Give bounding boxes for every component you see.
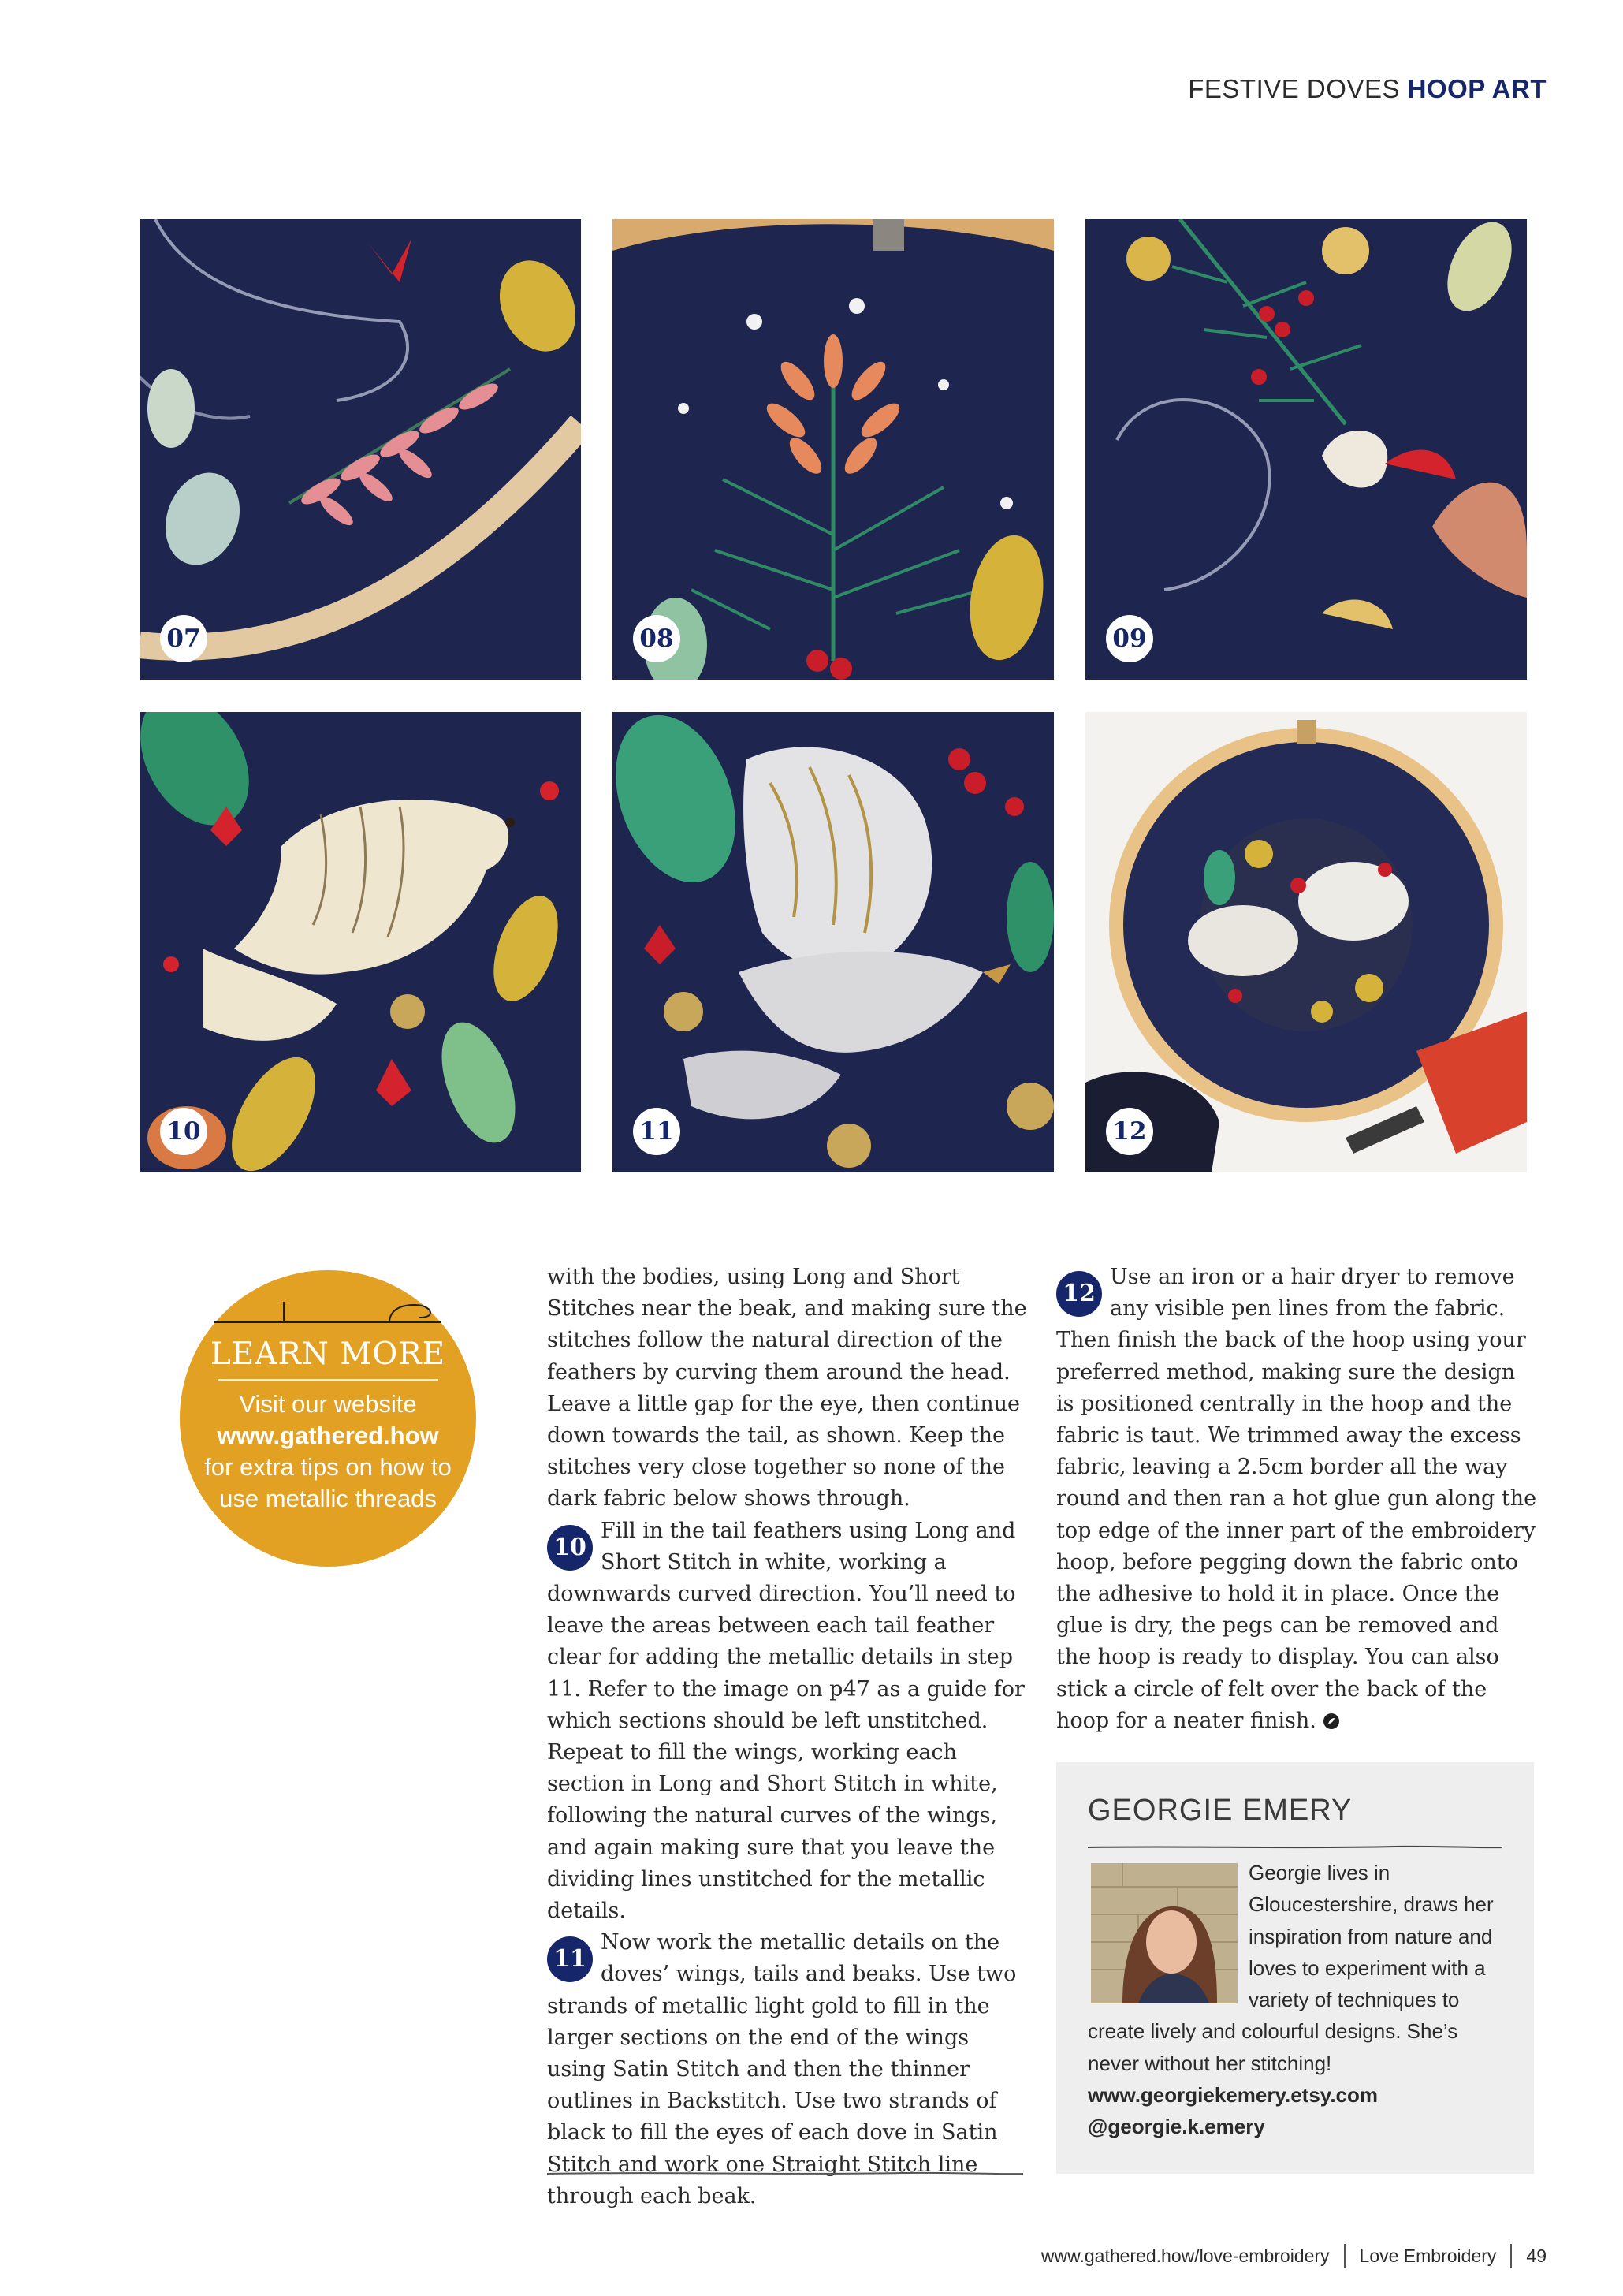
end-mark-icon — [1323, 1713, 1340, 1730]
author-bio: Georgie lives in Gloucestershire, draws her inspiration from nature and loves to experiment with a variety of techniques to create lively and colourful designs. She’s never without her stitching! — [1088, 1861, 1494, 2075]
author-bio-text — [1088, 1857, 1513, 2143]
column-end-rule — [547, 2170, 1023, 2178]
learn-more-divider — [218, 1379, 438, 1381]
photo-number: 11 — [633, 1108, 680, 1155]
article-column-1 — [547, 1262, 1028, 2212]
photo-number: 09 — [1106, 615, 1153, 662]
author-bio-box — [1056, 1762, 1534, 2174]
photo-number: 08 — [633, 615, 680, 662]
step-10-text: Fill in the tail feathers using Long and Short Stitch in white, working a downwards curved direction. You’ll need to leave the areas between each tail feather clear for adding the metallic details in step 11. Refer to the image on p47 as a guide for which sections should be left unstitched. Repeat to fill the wings, working each section in Long and Short Stitch in white, following the natural curves of the wings, and again making sure that you leave the dividing lines unstitched for the metallic details. — [547, 1518, 1025, 1924]
step-10-paragraph — [547, 1515, 1028, 1928]
photo-number: 07 — [160, 615, 207, 662]
author-website[interactable]: www.georgiekemery.etsy.com — [1088, 2083, 1378, 2108]
step-11-text: Now work the metallic details on the doves’ wings, tails and beaks. Use two strands of metallic light gold to fill in the larger sections on the end of the wings using Satin Stitch and then the thinner outlines in Backstitch. Use two strands of black to fill the eyes of each dove in Satin Stitch and work one Straight Stitch line through each beak. — [547, 1930, 1017, 2208]
footer-magazine: Love Embroidery — [1359, 2245, 1497, 2266]
learn-more-text — [203, 1388, 452, 1515]
learn-more-line1: Visit our website — [239, 1390, 417, 1418]
step-photo-09 — [1085, 219, 1527, 680]
learn-more-title: LEARN MORE — [210, 1336, 446, 1372]
bio-divider — [1088, 1844, 1502, 1851]
article-column-2 — [1056, 1262, 1537, 1737]
author-handle[interactable]: @georgie.k.emery — [1088, 2115, 1265, 2139]
step-photo-11 — [612, 712, 1054, 1172]
step-11-number: 11 — [547, 1936, 593, 1982]
step-12-text: Use an iron or a hair dryer to remove any visible pen lines from the fabric. Then finish the back of the hoop using your preferred method, making sure the design is positioned centrally in the hoop and the fabric is taut. We trimmed away the excess fabric, leaving a 2.5cm border all the way round and then ran a hot glue gun along the top edge of the inner part of the embroidery hoop, before pegging down the fabric onto the adhesive to hold it in place. Once the glue is dry, the pegs can be removed and the hoop is ready to display. You can also stick a circle of felt over the back of the hoop for a neater finish. — [1056, 1265, 1537, 1733]
header-section: FESTIVE DOVES — [1188, 74, 1400, 103]
step-12-number: 12 — [1056, 1271, 1102, 1317]
header-topic: HOOP ART — [1407, 74, 1547, 103]
step-photo-07 — [140, 219, 581, 680]
running-header — [1188, 74, 1547, 104]
needle-thread-icon — [208, 1294, 448, 1333]
footer-separator — [1510, 2244, 1512, 2268]
intro-paragraph: with the bodies, using Long and Short Stitches near the beak, and making sure the stitches follow the natural direction of the feathers by curving them around the head. Leave a little gap for the eye, then continue down towards the tail, as shown. Keep the stitches very close together so none of the dark fabric below shows through. — [547, 1265, 1027, 1511]
step-photo-12 — [1085, 712, 1527, 1172]
page-footer — [1041, 2244, 1547, 2268]
photo-number: 10 — [160, 1108, 207, 1155]
photo-number: 12 — [1106, 1108, 1153, 1155]
step-photo-08 — [612, 219, 1054, 680]
page-number: 49 — [1526, 2245, 1547, 2266]
step-photo-10 — [140, 712, 581, 1172]
author-name: GEORGIE EMERY — [1088, 1794, 1353, 1827]
footer-separator — [1344, 2244, 1346, 2268]
learn-more-url[interactable]: www.gathered.how — [217, 1422, 439, 1449]
step-12-paragraph — [1056, 1262, 1537, 1737]
footer-url[interactable]: www.gathered.how/love-embroidery — [1040, 2245, 1330, 2266]
learn-more-badge — [180, 1270, 476, 1567]
step-10-number: 10 — [547, 1525, 593, 1571]
learn-more-line2: for extra tips on how to use metallic threads — [204, 1453, 452, 1512]
